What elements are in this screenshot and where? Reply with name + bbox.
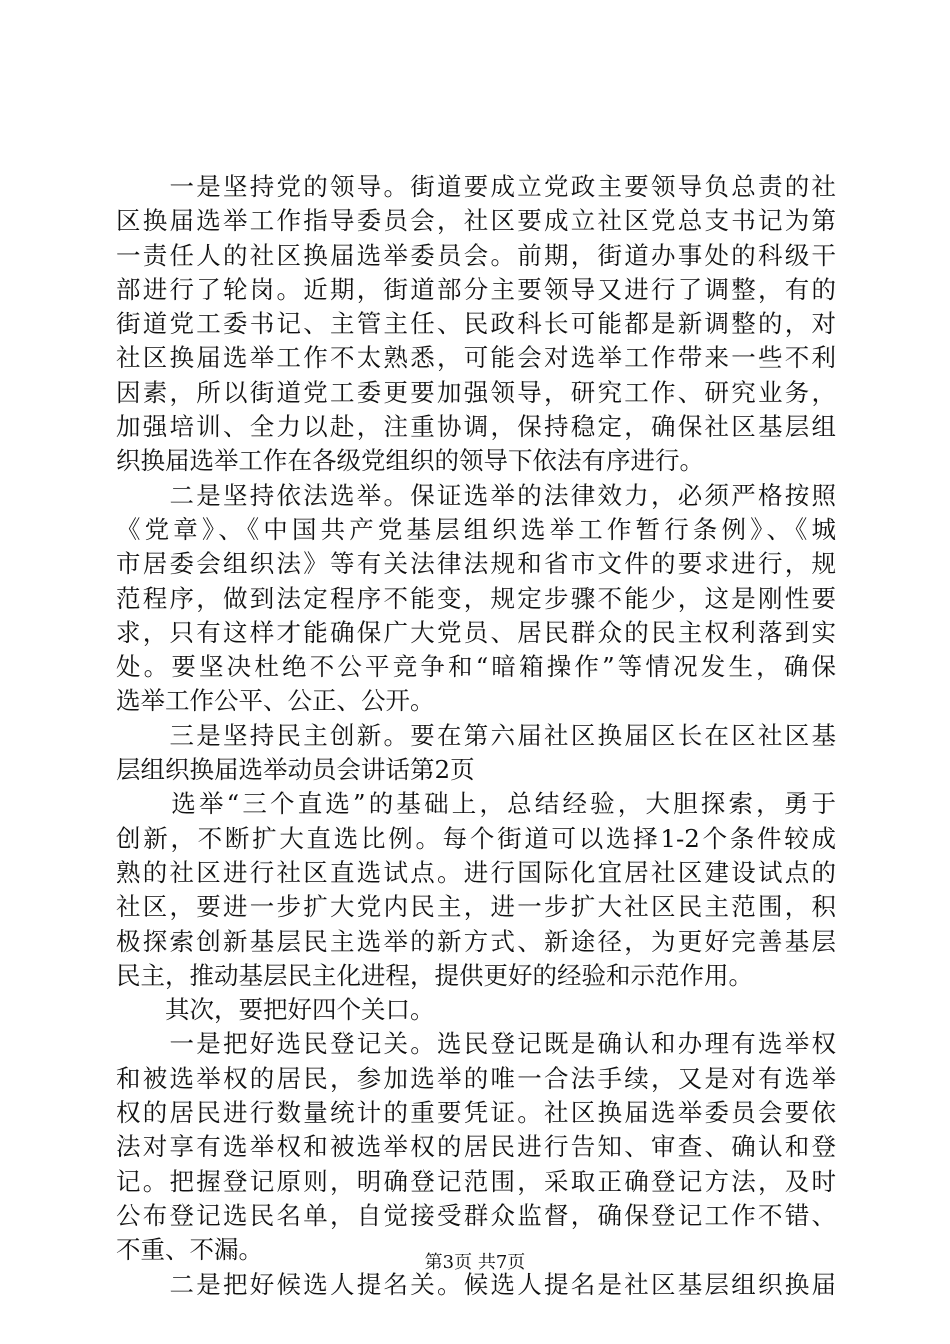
text-line: 法对享有选举权和被选举权的居民进行告知、审查、确认和登 [116,1132,836,1162]
text-line: 织换届选举工作在各级党组织的领导下依法有序进行。 [116,446,704,476]
page-footer: 第3页 共7页 [424,1252,526,1273]
text-line: 二是把好候选人提名关。候选人提名是社区基层组织换届 [116,1269,836,1299]
text-line: 和被选举权的居民，参加选举的唯一合法手续，又是对有选举 [116,1063,836,1093]
text-line: 因素，所以街道党工委更要加强领导，研究工作、研究业务， [116,377,836,407]
text-line: 选举“三个直选”的基础上，总结经验，大胆探索，勇于 [116,789,836,819]
text-line: 求，只有这样才能确保广大党员、居民群众的民主权利落到实 [116,617,836,647]
text-line: 二是坚持依法选举。保证选举的法律效力，必须严格按照 [116,480,836,510]
text-line: 层组织换届选举动员会讲话第2页 [116,755,475,785]
text-line: 选举工作公平、公正、公开。 [116,686,435,716]
text-line: 社区换届选举工作不太熟悉，可能会对选举工作带来一些不利 [116,343,836,373]
text-line: 范程序，做到法定程序不能变，规定步骤不能少，这是刚性要 [116,583,836,613]
text-line: 其次，要把好四个关口。 [116,995,435,1025]
text-line: 一责任人的社区换届选举委员会。前期，街道办事处的科级干 [116,240,836,270]
body-text [116,170,836,1302]
text-line: 记。把握登记原则，明确登记范围，采取正确登记方法，及时 [116,1166,836,1196]
text-line: 《党章》、《中国共产党基层组织选举工作暂行条例》、《城 [116,514,836,544]
text-line: 加强培训、全力以赴，注重协调，保持稳定，确保社区基层组 [116,412,836,442]
text-line: 不重、不漏。 [116,1235,263,1265]
text-line: 市居委会组织法》等有关法律法规和省市文件的要求进行，规 [116,549,836,579]
text-line: 公布登记选民名单，自觉接受群众监督，确保登记工作不错、 [116,1200,836,1230]
text-line: 街道党工委书记、主管主任、民政科长可能都是新调整的，对 [116,309,836,339]
text-line: 处。要坚决杜绝不公平竞争和“暗箱操作”等情况发生，确保 [116,652,836,682]
text-line: 三是坚持民主创新。要在第六届社区换届区长在区社区基 [116,720,836,750]
text-line: 区换届选举工作指导委员会，社区要成立社区党总支书记为第 [116,206,836,236]
text-line: 部进行了轮岗。近期，街道部分主要领导又进行了调整，有的 [116,274,836,304]
text-line: 熟的社区进行社区直选试点。进行国际化宜居社区建设试点的 [116,857,836,887]
text-line: 权的居民进行数量统计的重要凭证。社区换届选举委员会要依 [116,1098,836,1128]
text-line: 民主，推动基层民主化进程，提供更好的经验和示范作用。 [116,960,753,990]
text-line: 社区，要进一步扩大党内民主，进一步扩大社区民主范围，积 [116,892,836,922]
text-line: 创新，不断扩大直选比例。每个街道可以选择1-2个条件较成 [116,823,836,853]
text-line: 极探索创新基层民主选举的新方式、新途径，为更好完善基层 [116,926,836,956]
text-line: 一是坚持党的领导。街道要成立党政主要领导负总责的社 [116,172,836,201]
text-line: 一是把好选民登记关。选民登记既是确认和办理有选举权 [116,1029,836,1059]
